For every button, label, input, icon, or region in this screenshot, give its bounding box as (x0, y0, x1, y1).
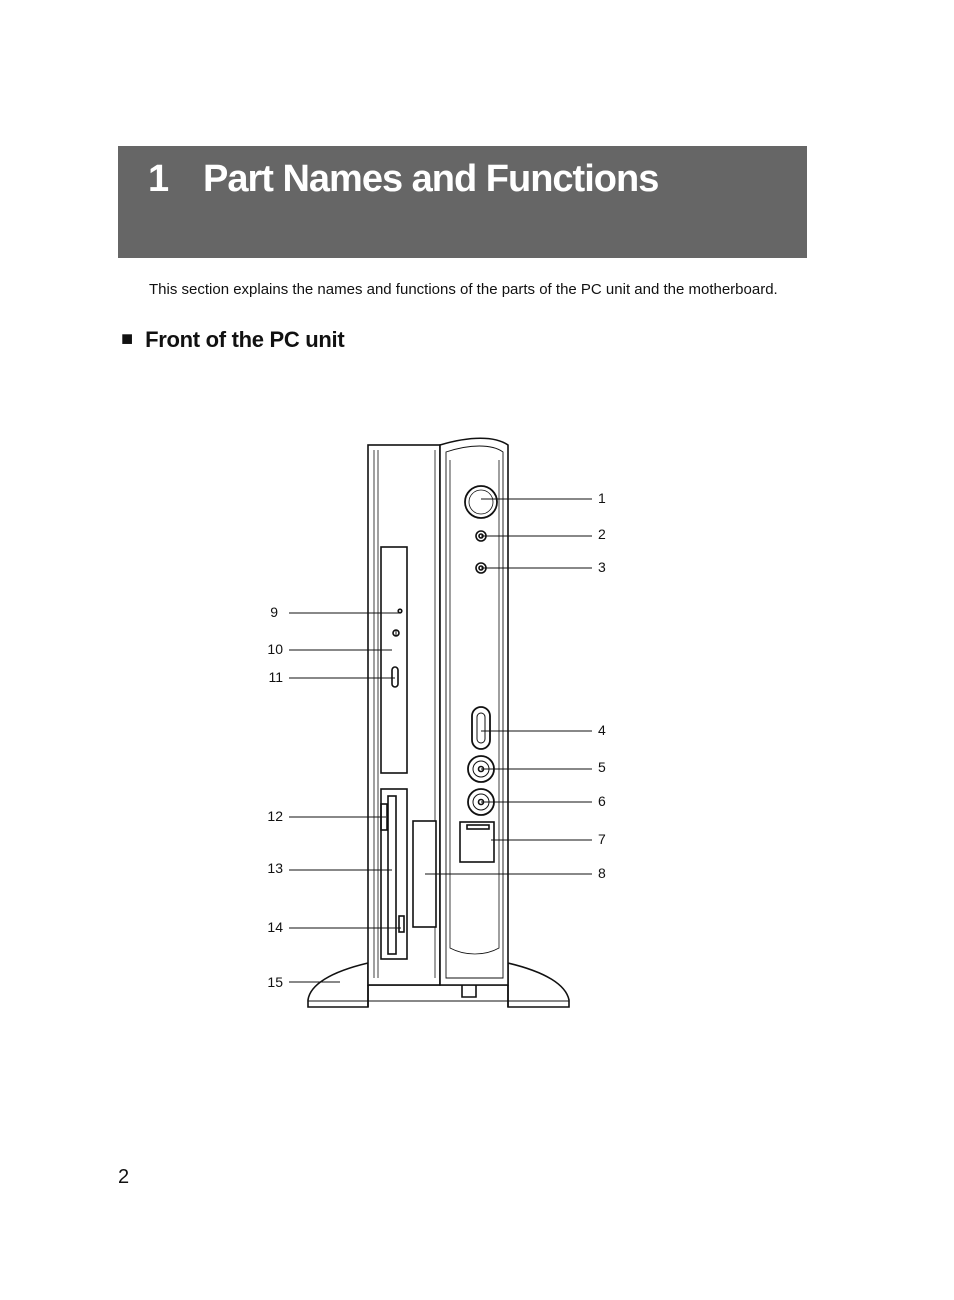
floppy-drive (381, 789, 407, 959)
callout-label-14: 14 (267, 919, 283, 935)
optical-drive (381, 547, 407, 773)
stand-left-foot (308, 963, 368, 1007)
callout-label-2: 2 (598, 526, 606, 542)
callout-label-5: 5 (598, 759, 606, 775)
chapter-number: 1 (148, 158, 169, 200)
power-button (465, 486, 497, 518)
callout-label-4: 4 (598, 722, 606, 738)
chapter-title: Part Names and Functions (203, 158, 659, 200)
callout-label-1: 1 (598, 490, 606, 506)
callout-label-7: 7 (598, 831, 606, 847)
square-bullet-icon: ■ (121, 328, 134, 350)
section-title: Front of the PC unit (145, 327, 345, 352)
callout-label-12: 12 (267, 808, 283, 824)
intro-paragraph: This section explains the names and functions of the parts of the PC unit and the motherboard. (149, 281, 778, 298)
callout-label-3: 3 (598, 559, 606, 575)
callout-label-15: 15 (267, 974, 283, 990)
callout-label-8: 8 (598, 865, 606, 881)
callout-label-9: 9 (270, 604, 278, 620)
stand-right-foot (508, 963, 569, 1007)
callout-label-13: 13 (267, 860, 283, 876)
callout-label-11: 11 (268, 669, 283, 685)
callout-label-6: 6 (598, 793, 606, 809)
callout-label-10: 10 (267, 641, 283, 657)
page-number: 2 (118, 1166, 130, 1188)
